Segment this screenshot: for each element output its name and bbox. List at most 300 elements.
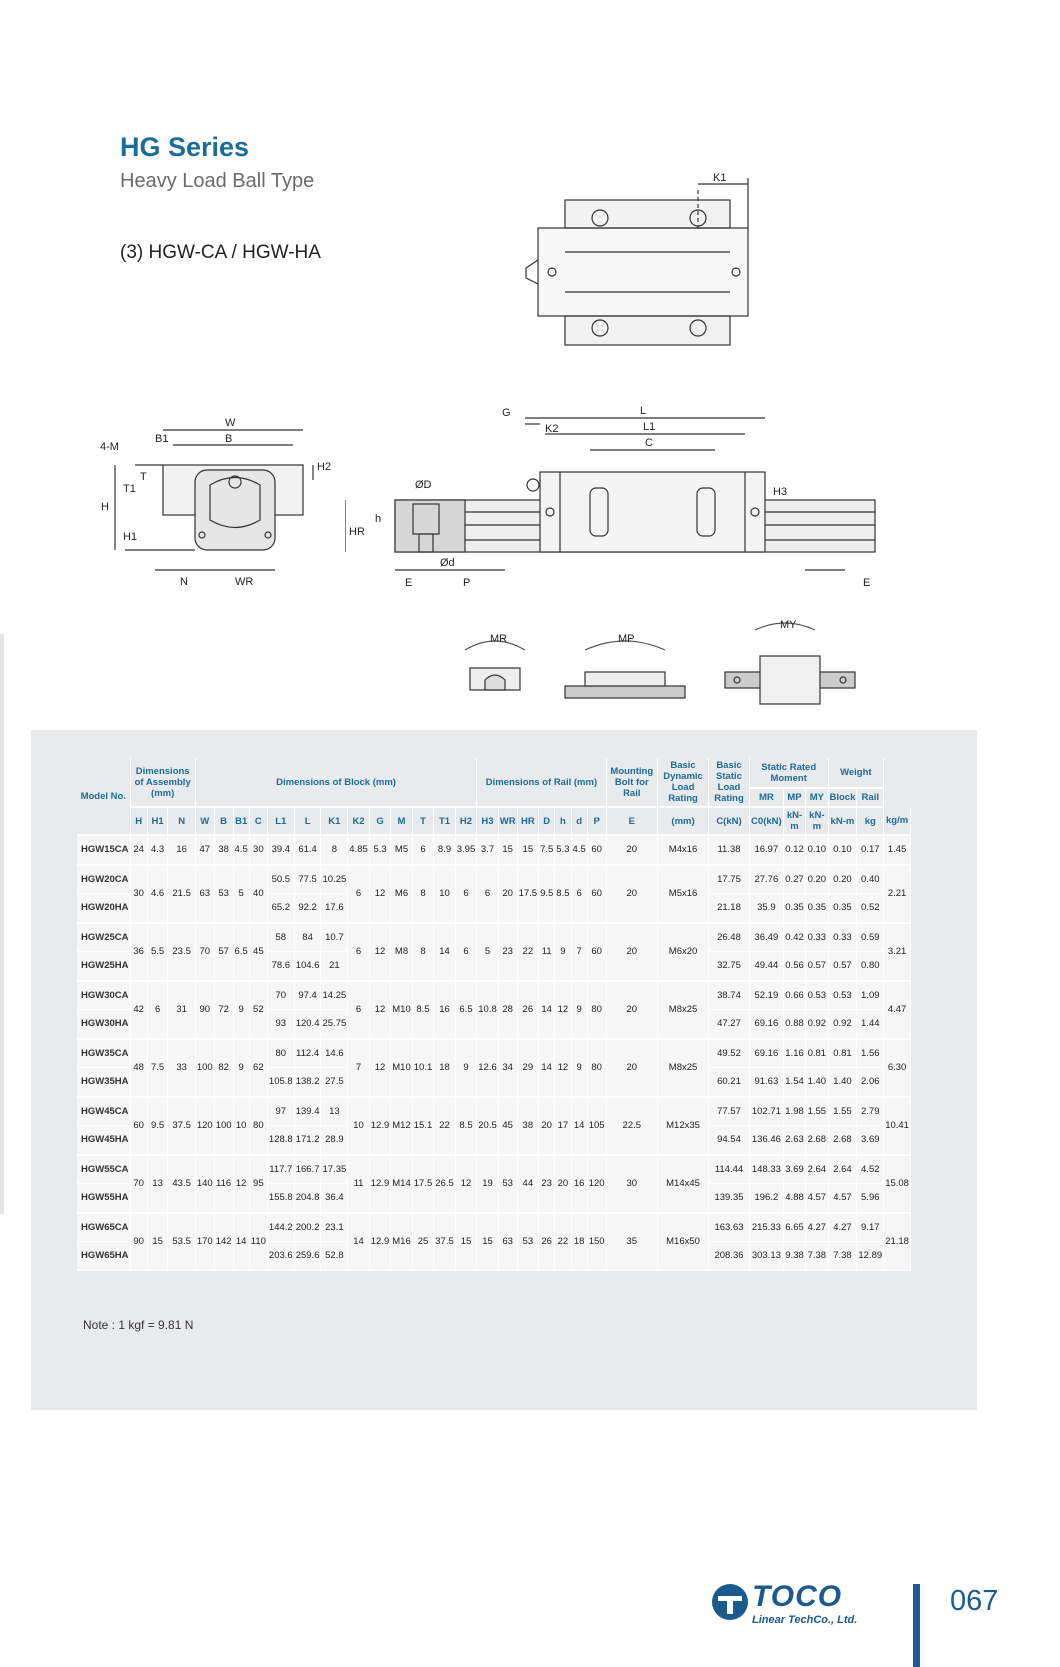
table-cell: 27.5 — [321, 1068, 348, 1097]
table-cell: 49.44 — [749, 952, 783, 981]
k2-label: K2 — [545, 423, 559, 435]
table-cell: 9 — [455, 1039, 477, 1097]
table-cell: 0.92 — [828, 1010, 857, 1039]
table-cell: 8.5 — [412, 981, 434, 1039]
table-cell: 12.6 — [477, 1039, 499, 1097]
header-moment-2: MY — [806, 788, 828, 807]
table-cell: 60.21 — [709, 1068, 750, 1097]
model-cell: HGW25HA — [77, 952, 130, 981]
mp-label: MP — [618, 633, 635, 645]
table-cell: 2.79 — [857, 1097, 884, 1126]
table-cell: 21 — [321, 952, 348, 981]
table-cell: 33 — [168, 1039, 195, 1097]
table-cell: 170 — [195, 1213, 214, 1271]
table-cell: 10.1 — [412, 1039, 434, 1097]
table-cell: 2.68 — [806, 1126, 828, 1155]
table-cell: 155.8 — [267, 1184, 294, 1213]
table-cell: 0.80 — [857, 952, 884, 981]
subheader-cell: C — [249, 807, 267, 835]
table-cell: 166.7 — [294, 1155, 321, 1184]
table-cell: 14 — [571, 1097, 587, 1155]
table-cell: 28.9 — [321, 1126, 348, 1155]
table-cell: 14 — [539, 1039, 555, 1097]
table-cell: 12 — [369, 981, 391, 1039]
table-cell: 47 — [195, 835, 214, 865]
table-cell: 16 — [434, 981, 456, 1039]
table-cell: 8.5 — [555, 865, 571, 923]
table-cell: 117.7 — [267, 1155, 294, 1184]
table-cell: 8 — [321, 835, 348, 865]
section-title: (3) HGW-CA / HGW-HA — [120, 242, 321, 263]
table-cell: 1.40 — [806, 1068, 828, 1097]
table-cell: 110 — [249, 1213, 267, 1271]
table-cell: 105.8 — [267, 1068, 294, 1097]
t-label: T — [140, 471, 147, 483]
table-cell: 3.95 — [455, 835, 477, 865]
table-cell: 17.35 — [321, 1155, 348, 1184]
table-cell: 7.5 — [539, 835, 555, 865]
table-row — [77, 1097, 911, 1126]
table-cell: 29 — [517, 1039, 539, 1097]
n-label: N — [180, 576, 188, 588]
top-view-drawing — [510, 170, 770, 380]
header-weight-block: Block — [828, 788, 857, 807]
table-cell: 0.35 — [783, 894, 805, 923]
table-cell: 3.7 — [477, 835, 499, 865]
table-cell: 1.55 — [828, 1097, 857, 1126]
header-dims-block: Dimensions of Block (mm) — [195, 758, 476, 807]
table-cell: M10 — [391, 981, 412, 1039]
header-mounting-bolt: Mounting Bolt for Rail — [606, 758, 657, 807]
my-label: MY — [780, 620, 797, 631]
table-cell: 12.9 — [369, 1213, 391, 1271]
table-cell: 105 — [587, 1097, 606, 1155]
table-cell: 144.2 — [267, 1213, 294, 1242]
table-cell: 17.75 — [709, 865, 750, 894]
logo-tagline: Linear TechCo., Ltd. — [752, 1614, 858, 1626]
table-cell: 100 — [214, 1097, 233, 1155]
table-cell: 0.12 — [783, 835, 805, 865]
table-cell: 69.16 — [749, 1010, 783, 1039]
table-cell: 15 — [498, 835, 517, 865]
table-cell: 140 — [195, 1155, 214, 1213]
table-cell: 120 — [587, 1155, 606, 1213]
table-cell: 17 — [555, 1097, 571, 1155]
table-cell: 4.57 — [806, 1184, 828, 1213]
model-cell: HGW65CA — [77, 1213, 130, 1242]
table-cell: 5 — [233, 865, 249, 923]
table-cell: 6 — [571, 865, 587, 923]
table-cell: 9.5 — [147, 1097, 168, 1155]
table-cell: 80 — [249, 1097, 267, 1155]
table-cell: 259.6 — [294, 1242, 321, 1271]
table-cell: 42 — [130, 981, 147, 1039]
subheader-cell: P — [587, 807, 606, 835]
table-cell: 0.17 — [857, 835, 884, 865]
table-cell: 0.35 — [828, 894, 857, 923]
table-cell: 26.5 — [434, 1155, 456, 1213]
e-right-label: E — [863, 577, 871, 589]
table-cell: 91.63 — [749, 1068, 783, 1097]
unit-header-row — [77, 807, 911, 835]
h-label: H — [101, 501, 109, 513]
table-cell: 196.2 — [749, 1184, 783, 1213]
table-cell: 5.5 — [147, 923, 168, 981]
table-cell: 17.5 — [412, 1155, 434, 1213]
table-cell: 25.75 — [321, 1010, 348, 1039]
logo-mark-icon — [710, 1582, 750, 1622]
spec-body — [77, 835, 911, 1270]
table-cell: 16 — [168, 835, 195, 865]
header-static: Basic Static Load Rating — [709, 758, 750, 807]
table-row — [77, 923, 911, 952]
table-cell: 7.38 — [806, 1242, 828, 1271]
table-cell: 70 — [130, 1155, 147, 1213]
l1-label: L1 — [643, 421, 656, 433]
table-cell: 6.30 — [884, 1039, 911, 1097]
subheader-cell: HR — [517, 807, 539, 835]
table-cell: 97.4 — [294, 981, 321, 1010]
table-cell: 12 — [369, 923, 391, 981]
table-cell: 30 — [130, 865, 147, 923]
table-cell: 8.5 — [455, 1097, 477, 1155]
model-cell: HGW45CA — [77, 1097, 130, 1126]
header-weight: Weight — [828, 758, 884, 788]
header-dims-rail: Dimensions of Rail (mm) — [477, 758, 606, 807]
table-cell: 139.35 — [709, 1184, 750, 1213]
subheader-cell: kN-m — [783, 807, 805, 835]
header-model-no: Model No. — [77, 758, 130, 835]
e-left-label: E — [405, 577, 413, 589]
table-cell: 57 — [214, 923, 233, 981]
l-label: L — [640, 405, 647, 417]
table-cell: 20 — [539, 1097, 555, 1155]
table-cell: 0.35 — [806, 894, 828, 923]
table-cell: 8 — [412, 923, 434, 981]
subheader-cell: L — [294, 807, 321, 835]
table-cell: 5 — [477, 923, 499, 981]
subheader-cell: h — [555, 807, 571, 835]
table-cell: 15 — [147, 1213, 168, 1271]
table-cell: 120 — [195, 1097, 214, 1155]
table-cell: 6.65 — [783, 1213, 805, 1242]
subheader-cell: H3 — [477, 807, 499, 835]
table-cell: 6 — [455, 923, 477, 981]
table-cell: 35.9 — [749, 894, 783, 923]
table-cell: 43.5 — [168, 1155, 195, 1213]
table-cell: 4.88 — [783, 1184, 805, 1213]
table-cell: 10.25 — [321, 865, 348, 894]
table-cell: 0.92 — [806, 1010, 828, 1039]
table-cell: 12 — [233, 1155, 249, 1213]
table-cell: 9 — [233, 981, 249, 1039]
table-row — [77, 835, 911, 865]
side-view-drawing — [345, 400, 890, 600]
table-cell: 5.3 — [555, 835, 571, 865]
table-cell: M12 — [391, 1097, 412, 1155]
table-cell: 17.5 — [517, 865, 539, 923]
table-cell: 20 — [606, 835, 657, 865]
table-cell: 150 — [587, 1213, 606, 1271]
table-cell: 9 — [571, 1039, 587, 1097]
table-cell: 20 — [606, 981, 657, 1039]
table-cell: 1.54 — [783, 1068, 805, 1097]
table-cell: 9 — [571, 981, 587, 1039]
table-cell: 3.69 — [783, 1155, 805, 1184]
table-cell: 0.53 — [828, 981, 857, 1010]
table-cell: 200.2 — [294, 1213, 321, 1242]
table-cell: 78.6 — [267, 952, 294, 981]
table-cell: 35 — [606, 1213, 657, 1271]
table-cell: 13 — [147, 1155, 168, 1213]
table-cell: 48 — [130, 1039, 147, 1097]
mr-label: MR — [490, 633, 508, 645]
table-cell: 31 — [168, 981, 195, 1039]
table-cell: 6 — [412, 835, 434, 865]
table-cell: 30 — [606, 1155, 657, 1213]
table-cell: 19 — [477, 1155, 499, 1213]
table-cell: 10 — [434, 865, 456, 923]
model-cell: HGW55HA — [77, 1184, 130, 1213]
table-cell: 10 — [348, 1097, 370, 1155]
table-cell: 0.27 — [783, 865, 805, 894]
table-cell: 65.2 — [267, 894, 294, 923]
subheader-cell: D — [539, 807, 555, 835]
table-cell: 2.06 — [857, 1068, 884, 1097]
table-cell: M8x25 — [657, 1039, 708, 1097]
subheader-cell: L1 — [267, 807, 294, 835]
table-cell: 80 — [587, 1039, 606, 1097]
header-moment-1: MP — [783, 788, 805, 807]
table-cell: 17.6 — [321, 894, 348, 923]
table-cell: 15.1 — [412, 1097, 434, 1155]
table-cell: 5.3 — [369, 835, 391, 865]
subheader-cell: kg/m — [884, 807, 911, 835]
table-cell: 14 — [348, 1213, 370, 1271]
table-cell: 138.2 — [294, 1068, 321, 1097]
table-cell: 1.45 — [884, 835, 911, 865]
table-cell: 28 — [498, 981, 517, 1039]
table-cell: 6 — [455, 865, 477, 923]
table-cell: 25 — [412, 1213, 434, 1271]
table-cell: 0.59 — [857, 923, 884, 952]
table-cell: 80 — [267, 1039, 294, 1068]
table-cell: M16x50 — [657, 1213, 708, 1271]
table-cell: M12x35 — [657, 1097, 708, 1155]
b-label: B — [225, 433, 233, 445]
table-row — [77, 1213, 911, 1242]
table-cell: 37.5 — [434, 1213, 456, 1271]
table-cell: 32.75 — [709, 952, 750, 981]
table-cell: 53.5 — [168, 1213, 195, 1271]
small-h-label: h — [375, 513, 382, 525]
table-cell: 15.08 — [884, 1155, 911, 1213]
table-cell: 7 — [571, 923, 587, 981]
front-view-drawing — [95, 410, 345, 590]
table-cell: 4.47 — [884, 981, 911, 1039]
table-cell: 148.33 — [749, 1155, 783, 1184]
table-cell: 27.76 — [749, 865, 783, 894]
table-cell: 97 — [267, 1097, 294, 1126]
table-row — [77, 981, 911, 1010]
table-cell: 14.25 — [321, 981, 348, 1010]
table-cell: 12 — [555, 981, 571, 1039]
model-cell: HGW30CA — [77, 981, 130, 1010]
table-cell: 12 — [369, 865, 391, 923]
model-cell: HGW35CA — [77, 1039, 130, 1068]
table-cell: 62 — [249, 1039, 267, 1097]
table-cell: 203.6 — [267, 1242, 294, 1271]
table-cell: 12 — [455, 1155, 477, 1213]
table-cell: 39.4 — [267, 835, 294, 865]
table-cell: 52 — [249, 981, 267, 1039]
table-cell: 92.2 — [294, 894, 321, 923]
table-cell: 20 — [606, 865, 657, 923]
table-cell: 112.4 — [294, 1039, 321, 1068]
table-cell: 15 — [455, 1213, 477, 1271]
table-cell: 1.44 — [857, 1010, 884, 1039]
table-cell: 2.64 — [806, 1155, 828, 1184]
model-cell: HGW20CA — [77, 865, 130, 894]
table-cell: 49.52 — [709, 1039, 750, 1068]
table-cell: 0.57 — [828, 952, 857, 981]
table-row — [77, 1155, 911, 1184]
table-row — [77, 1039, 911, 1068]
table-cell: 11.38 — [709, 835, 750, 865]
table-cell: M5x16 — [657, 865, 708, 923]
header-static-moment: Static Rated Moment — [749, 758, 828, 788]
header-weight-rail: Rail — [857, 788, 884, 807]
subheader-cell: kN-m — [828, 807, 857, 835]
table-cell: 142 — [214, 1213, 233, 1271]
subheader-cell: B1 — [233, 807, 249, 835]
model-cell: HGW25CA — [77, 923, 130, 952]
table-cell: 90 — [195, 981, 214, 1039]
table-cell: 11 — [348, 1155, 370, 1213]
table-cell: 139.4 — [294, 1097, 321, 1126]
table-cell: 44 — [517, 1155, 539, 1213]
table-cell: 50.5 — [267, 865, 294, 894]
table-cell: 6.5 — [455, 981, 477, 1039]
big-d-label: ØD — [415, 479, 432, 491]
table-cell: 6 — [348, 981, 370, 1039]
page-edge-strip — [0, 634, 4, 1214]
table-cell: M14x45 — [657, 1155, 708, 1213]
table-cell: 63 — [195, 865, 214, 923]
table-cell: 93 — [267, 1010, 294, 1039]
table-cell: 22 — [555, 1213, 571, 1271]
table-cell: 8 — [412, 865, 434, 923]
table-cell: 1.16 — [783, 1039, 805, 1068]
table-cell: 14.6 — [321, 1039, 348, 1068]
table-cell: 14 — [539, 981, 555, 1039]
subheader-cell: (mm) — [657, 807, 708, 835]
spec-table — [77, 758, 911, 1271]
table-cell: 1.09 — [857, 981, 884, 1010]
series-title: HG Series — [120, 132, 250, 162]
model-cell: HGW45HA — [77, 1126, 130, 1155]
subheader-cell: E — [606, 807, 657, 835]
table-cell: 116 — [214, 1155, 233, 1213]
table-cell: 9 — [555, 923, 571, 981]
subheader-cell: H2 — [455, 807, 477, 835]
table-cell: 52.19 — [749, 981, 783, 1010]
table-cell: M14 — [391, 1155, 412, 1213]
table-cell: 4.85 — [348, 835, 370, 865]
model-cell: HGW15CA — [77, 835, 130, 865]
table-cell: 4.52 — [857, 1155, 884, 1184]
table-cell: M16 — [391, 1213, 412, 1271]
note: Note : 1 kgf = 9.81 N — [83, 1318, 194, 1332]
table-cell: 60 — [130, 1097, 147, 1155]
model-cell: HGW30HA — [77, 1010, 130, 1039]
table-cell: 18 — [434, 1039, 456, 1097]
table-cell: 84 — [294, 923, 321, 952]
table-cell: 60 — [587, 923, 606, 981]
small-d-label: Ød — [440, 557, 455, 569]
subheader-cell: T — [412, 807, 434, 835]
table-cell: 1.56 — [857, 1039, 884, 1068]
c-label: C — [645, 437, 653, 449]
table-cell: 4.3 — [147, 835, 168, 865]
table-cell: 16.97 — [749, 835, 783, 865]
table-cell: 45 — [498, 1097, 517, 1155]
table-cell: 171.2 — [294, 1126, 321, 1155]
table-cell: 10 — [233, 1097, 249, 1155]
table-cell: 3.69 — [857, 1126, 884, 1155]
table-cell: 77.57 — [709, 1097, 750, 1126]
table-cell: 36 — [130, 923, 147, 981]
table-cell: 9.17 — [857, 1213, 884, 1242]
table-cell: M6x20 — [657, 923, 708, 981]
table-cell: 114.44 — [709, 1155, 750, 1184]
table-cell: 23 — [539, 1155, 555, 1213]
table-cell: 22 — [517, 923, 539, 981]
subheader-cell: d — [571, 807, 587, 835]
table-cell: 21.5 — [168, 865, 195, 923]
table-cell: 0.20 — [828, 865, 857, 894]
table-cell: 22 — [434, 1097, 456, 1155]
table-cell: 52.8 — [321, 1242, 348, 1271]
table-cell: 14 — [434, 923, 456, 981]
table-cell: 0.52 — [857, 894, 884, 923]
h1-label: H1 — [123, 531, 138, 543]
moment-diagrams — [455, 620, 875, 720]
table-cell: 0.66 — [783, 981, 805, 1010]
table-cell: 94.54 — [709, 1126, 750, 1155]
table-cell: 69.16 — [749, 1039, 783, 1068]
t1-label: T1 — [123, 483, 136, 495]
table-row — [77, 865, 911, 894]
table-cell: 72 — [214, 981, 233, 1039]
table-cell: 4.57 — [828, 1184, 857, 1213]
table-cell: 9.5 — [539, 865, 555, 923]
table-cell: 90 — [130, 1213, 147, 1271]
table-cell: 12.9 — [369, 1097, 391, 1155]
subheader-cell: C0(kN) — [749, 807, 783, 835]
table-cell: 5.96 — [857, 1184, 884, 1213]
table-cell: 2.68 — [828, 1126, 857, 1155]
table-cell: 102.71 — [749, 1097, 783, 1126]
table-cell: 12.9 — [369, 1155, 391, 1213]
table-cell: 36.4 — [321, 1184, 348, 1213]
table-cell: M8x25 — [657, 981, 708, 1039]
subheader-cell: H1 — [147, 807, 168, 835]
subheader-cell: K1 — [321, 807, 348, 835]
subheader-cell: WR — [498, 807, 517, 835]
table-cell: 63 — [498, 1213, 517, 1271]
table-cell: 0.81 — [828, 1039, 857, 1068]
